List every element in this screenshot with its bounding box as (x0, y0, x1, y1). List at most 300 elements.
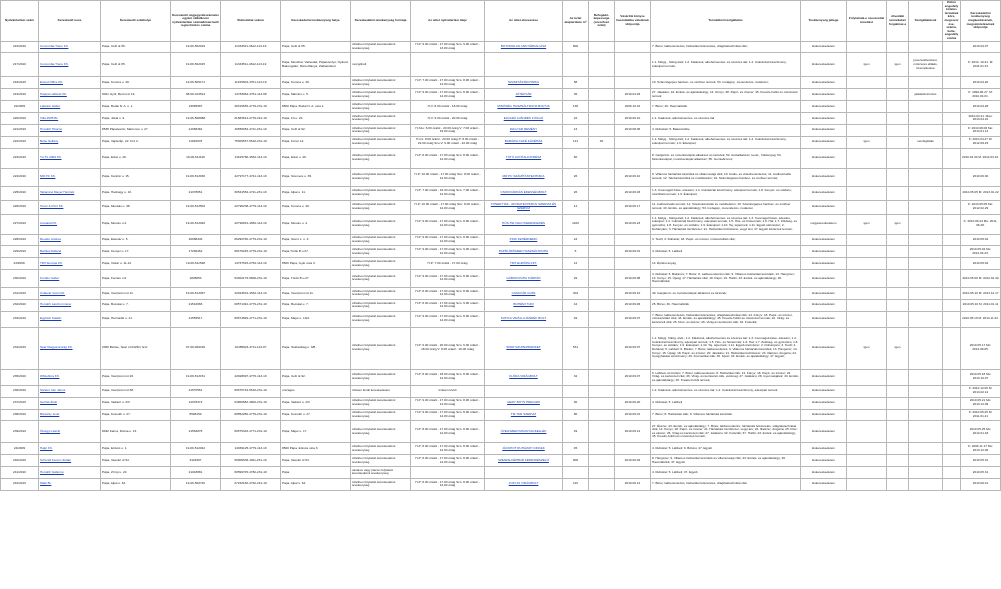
table-cell[interactable] (615, 385, 651, 397)
table-cell[interactable] (589, 200, 615, 214)
table-cell[interactable]: üzletben folytatott kereskedelmi tevékenység (351, 214, 411, 234)
column-header[interactable]: Kereskedelmi tevékenység helye (281, 1, 351, 42)
table-cell[interactable]: 304 (563, 287, 589, 299)
table-row[interactable] (1, 89, 1001, 101)
table-cell[interactable]: Pápa, Celli út 65. (101, 41, 171, 53)
table-cell[interactable]: 11915604-4761-113-19 (221, 77, 281, 89)
table-cell[interactable]: 32 (563, 369, 589, 385)
table-cell[interactable]: 1838653 (171, 269, 221, 287)
table-cell[interactable]: 11333511-4612-113-19 (221, 53, 281, 77)
table-row[interactable] (1, 385, 1001, 397)
table-cell[interactable]: Pápa, Bocskai u. 7. (281, 299, 351, 311)
table-cell[interactable]: Takácsné Mayer Henriett (39, 186, 101, 200)
table-cell[interactable]: 234/2010 (1, 327, 39, 369)
table-cell[interactable]: kiskereskedelem (801, 136, 847, 148)
table-cell[interactable]: Pápa, Ajkai u. 64. (281, 478, 351, 490)
table-cell[interactable]: 2010.05.04 (961, 234, 1001, 246)
table-cell[interactable]: Schmidt Ferenc Zoltán (39, 455, 101, 467)
table-cell[interactable]: 14. Építési anyag (651, 258, 801, 270)
table-cell[interactable]: 45 (563, 443, 589, 455)
table-cell[interactable]: 27. Ékszer; 43. Emlék- és ajándéktárgy; 7. Bútor, lakberendezés, háztartási felszerelés, világítástechnikai cikk; 14. Könyv; 18. Papír- és írószer; 21. Háztartási tisztítószer, vegyi áru; 22. Illatszer, drogéria; 25. Dísz- és ékszer; 26. Virág és kertészeti cikk; 27. Játékáru; 32. Fotócikk; 37. Hobbi; 43. Emlék- és ajándéktárgy; 45. Kreatív-hobbi és művészeti termék; (651, 421, 801, 443)
table-cell[interactable] (847, 41, 887, 53)
table-cell[interactable] (943, 200, 961, 214)
table-cell[interactable]: 4. Ruházat; 5. Lábbeli; 47. Egyéb (651, 467, 801, 479)
table-cell[interactable] (887, 269, 909, 287)
table-cell[interactable]: H-Szo: 6.00 órától - 20.00 óráig V: 7.00 órától - 19.00 óráig (411, 124, 485, 136)
table-cell[interactable]: üzletben folytatott kereskedelmi tevékenység (351, 409, 411, 421)
table-cell[interactable]: H-P: 9.00 órától - 17.00 óráig Szo: 8.00 órától - 12.00 óráig (411, 397, 485, 409)
column-header[interactable]: Jövedéki termékeket forgalmaz-e (887, 1, 909, 42)
table-cell[interactable]: Pápa, Török B.u.27. (281, 269, 351, 287)
table-cell[interactable]: H-P: 8.00 órától - 18.00 óráig Szo: 8.00 órától - 12.00 óráig (411, 369, 485, 385)
table-cell[interactable]: 241/2010 (1, 467, 39, 479)
table-cell[interactable] (615, 136, 651, 148)
table-cell[interactable]: 3424967 (171, 455, 221, 467)
table-cell[interactable]: 2010.04.28 (961, 101, 1001, 113)
table-cell[interactable] (887, 385, 909, 397)
table-cell[interactable]: 2010.05.21 Mo: 2013.12.09 (961, 397, 1001, 409)
table-cell[interactable]: üzletben folytatott kereskedelmi tevékenység (351, 234, 411, 246)
table-cell[interactable]: kiskereskedelem (801, 369, 847, 385)
table-cell[interactable]: 2010.04.20 (961, 77, 1001, 89)
table-cell[interactable]: 40556054-4711-231-19 (221, 124, 281, 136)
table-cell[interactable] (887, 287, 909, 299)
table-cell[interactable]: Pápa, Harmadik u. 41. (101, 311, 171, 327)
column-header[interactable]: Befogadó-képessége (szeszfozó üzlet) (589, 1, 615, 42)
table-cell[interactable]: Pápa, Kossuth u. 27. (101, 409, 171, 421)
table-cell[interactable]: Pápa, Ajkai u. 11. (281, 186, 351, 200)
table-cell[interactable] (909, 186, 943, 200)
table-cell[interactable]: Pápa, Szabadság u. 3/B (281, 327, 351, 369)
table-cell[interactable] (887, 234, 909, 246)
table-cell[interactable] (909, 246, 943, 258)
table-cell[interactable]: kiskereskedelem (801, 311, 847, 327)
table-cell[interactable] (887, 136, 909, 148)
table-cell[interactable] (887, 246, 909, 258)
table-cell[interactable]: üzletben folytatott kereskedelmi tevékenység (351, 148, 411, 168)
table-cell[interactable]: mozgóbolt (351, 53, 411, 77)
table-cell[interactable] (887, 478, 909, 490)
table-cell[interactable]: 8500 Pápa, Gyár utca 3. (281, 258, 351, 270)
table-cell[interactable]: 2010.06.03 (615, 186, 651, 200)
table-cell[interactable] (887, 186, 909, 200)
table-cell[interactable] (847, 369, 887, 385)
table-cell[interactable] (589, 443, 615, 455)
table-cell[interactable]: igen (887, 214, 909, 234)
table-cell[interactable]: vásáron vagy piacon folytatott kereskedelmi tevékenység (351, 467, 411, 479)
table-cell[interactable]: 238/2010 (1, 409, 39, 421)
table-cell[interactable]: Pápa, Ajkai u. 64. (101, 478, 171, 490)
table-cell[interactable]: kiskereskedelem (801, 397, 847, 409)
table-cell[interactable] (909, 41, 943, 53)
table-cell[interactable] (909, 77, 943, 89)
table-cell[interactable]: 2010.05.04 (961, 258, 1001, 270)
table-cell[interactable] (909, 409, 943, 421)
table-cell[interactable] (943, 455, 961, 467)
table-cell[interactable] (943, 136, 961, 148)
table-cell[interactable]: Bebe Sollány (39, 136, 101, 148)
table-cell[interactable]: 49 (563, 311, 589, 327)
table-cell[interactable]: 22790812-4652-113-19 (221, 214, 281, 234)
table-cell[interactable] (943, 41, 961, 53)
table-cell[interactable]: BARÁZIA CAFÉ KÁVÉHÁZ (485, 136, 563, 148)
table-cell[interactable]: üzletben folytatott kereskedelmi tevékenység (351, 369, 411, 385)
table-cell[interactable] (589, 455, 615, 467)
table-cell[interactable]: 25. Bizsu; 46. Használtcikk (651, 299, 801, 311)
table-cell[interactable]: üzletben folytatott kereskedelmi tevékenység (351, 77, 411, 89)
table-cell[interactable]: üzletben folytatott kereskedelmi tevékenység (351, 311, 411, 327)
table-cell[interactable]: H-P: 9.00 órától - 17.00 óráig Szo: 8.00 órától - 12.00 óráig (411, 409, 485, 421)
table-cell[interactable]: 2010.05.10 M: 2014.11.22. (961, 311, 1001, 327)
table-cell[interactable]: 9. Villamos háztartási készülék és villamossági cikk; 10. Audio- és videóberendezés; 11. Audiovizuális termék; 12. Telefonkészülék és mobiltelefon; 19. Számítógépes hardver- és szoftver termék; (651, 168, 801, 186)
table-cell[interactable]: H-P: 9.00 órától - 17.00 óráig Szo: 9.00 órától - 13.00 óráig (411, 41, 485, 53)
table-cell[interactable]: 11049078 (171, 136, 221, 148)
table-cell[interactable]: GÁBOR RUHA KÁRPÁD (485, 269, 563, 287)
table-cell[interactable] (847, 186, 887, 200)
table-cell[interactable] (847, 234, 887, 246)
table-cell[interactable]: üzletben folytatott kereskedelmi tevékenység (351, 397, 411, 409)
table-cell[interactable]: üzletben folytatott kereskedelmi tevékenység (351, 455, 411, 467)
table-cell[interactable] (943, 478, 961, 490)
table-cell[interactable] (909, 148, 943, 168)
table-cell[interactable]: Pápa, Veszprémi út 20. (101, 369, 171, 385)
table-cell[interactable]: 2060 Bicske, Spar út 0326/1 hrsz (101, 327, 171, 369)
table-cell[interactable] (847, 478, 887, 490)
table-cell[interactable]: H-P: 8.00 órától - 17.00 óráig Szo: 8.00 órától - 12.00 óráig (411, 455, 485, 467)
table-cell[interactable] (943, 258, 961, 270)
table-cell[interactable]: 2010.04.07 (961, 41, 1001, 53)
table-cell[interactable] (943, 77, 961, 89)
table-cell[interactable] (943, 467, 961, 479)
table-cell[interactable]: 19-09-513151 (171, 369, 221, 385)
table-cell[interactable]: 1.1. Mélyg., hűtőg.élelt; 1.2. Kalácsok, alkoholmentes- és szeszes ital; 1.4. Cukrászati készítmény, édesipari termék; (651, 53, 801, 77)
table-cell[interactable] (909, 369, 943, 385)
table-cell[interactable]: JOIN 64 VIRÁGBOLT (485, 478, 563, 490)
table-cell[interactable]: Pápa, Hadnagy u. 10. (101, 186, 171, 200)
table-cell[interactable]: JÁCKPOT RUHÁZATI CIKKEK (485, 443, 563, 455)
table-cell[interactable]: Walk Bt. (39, 478, 101, 490)
table-cell[interactable]: kiskereskedelem (801, 41, 847, 53)
table-cell[interactable]: Pápa, Eötvös u. 1. (101, 443, 171, 455)
table-cell[interactable]: TONER HÁZ - IRODATECHNIKAI SZERVIZ ÉS SZERVIZ (485, 200, 563, 214)
table-cell[interactable]: 8. Gépjármű- és motorkerékpár-alkatrész és tartozék; 52. Autóalkatrész, kenő-, hűtőanyag; 54. Motorkerékpár, motorkerékpár-alkatrész; 55. Gumiabroncs; (651, 148, 801, 168)
table-cell[interactable]: 2010.09.20 (615, 397, 651, 409)
table-cell[interactable]: üzletben folytatott kereskedelmi tevékenység (351, 443, 411, 455)
table-cell[interactable]: 26 (563, 168, 589, 186)
table-cell[interactable] (411, 53, 485, 77)
table-cell[interactable] (589, 327, 615, 369)
table-cell[interactable]: 1.1. Kalácsok, alkoholmentes- és szeszes ital (651, 112, 801, 124)
table-cell[interactable]: 2010.05.31 (961, 455, 1001, 467)
table-cell[interactable]: 223/2010 (1, 148, 39, 168)
table-cell[interactable]: 60 (563, 148, 589, 168)
table-cell[interactable]: 228/2010 (1, 234, 39, 246)
table-cell[interactable]: 2010.05.18 Mo: 2013.10.07 (961, 369, 1001, 385)
table-cell[interactable]: H-P: 8.00 órától - 17.00 óráig Szo: 8.00 órától - 12.00 óráig (411, 421, 485, 443)
table-cell[interactable]: 10485824-4711-113-07 (221, 327, 281, 369)
table-cell[interactable]: nagykereskedelem (801, 214, 847, 234)
table-cell[interactable]: 60599745-4782-231-19 (221, 467, 281, 479)
table-cell[interactable]: 22/2009 (1, 101, 39, 113)
table-cell[interactable] (943, 287, 961, 299)
table-cell[interactable]: ELDARÁ AJÁNDÉK FÜGGŐ (485, 112, 563, 124)
table-cell[interactable]: 60541552-4711-231-19 (221, 186, 281, 200)
table-cell[interactable] (847, 124, 887, 136)
table-cell[interactable] (887, 397, 909, 409)
table-cell[interactable]: 35 (563, 89, 589, 101)
table-cell[interactable]: 58 (563, 77, 589, 89)
table-cell[interactable]: Pápa, Jókai u. 9. (101, 112, 171, 124)
table-cell[interactable]: Egyházi Katalin (39, 311, 101, 327)
table-cell[interactable] (909, 327, 943, 369)
table-cell[interactable]: 2010.09.01 (615, 246, 651, 258)
column-header[interactable]: Az üzlet elnevezése (485, 1, 563, 42)
table-cell[interactable]: HŰS-TEI NAGYKERESKEDÉS (485, 214, 563, 234)
table-row[interactable] (1, 246, 1001, 258)
table-cell[interactable]: 19-09-511126 (171, 148, 221, 168)
table-cell[interactable]: 2010.04.30 M: 2014.03.10. (961, 148, 1001, 168)
table-cell[interactable]: Pápa, Kenyér u. 17. (101, 246, 171, 258)
table-cell[interactable]: Spar Magyarország Kft. (39, 327, 101, 369)
table-cell[interactable]: H-P: 6.00 órától - 20.00 óráig Szo: 6.30 órától - 18.00 óráig V: 8.00 órától - 16.00 óráig (411, 327, 485, 369)
table-row[interactable] (1, 41, 1001, 53)
table-cell[interactable]: üzletben folytatott kereskedelmi tevékenység (351, 89, 411, 101)
table-cell[interactable]: Tü-Tü 2009 Kft. (39, 148, 101, 168)
table-cell[interactable]: üzleten kívüli kereskedelem (351, 385, 411, 397)
table-cell[interactable] (589, 214, 615, 234)
table-cell[interactable]: Bánszky Jenő (39, 409, 101, 421)
table-cell[interactable]: FLÓRA VIRÁGBOLT (485, 369, 563, 385)
table-cell[interactable] (847, 443, 887, 455)
table-cell[interactable] (943, 234, 961, 246)
table-cell[interactable] (589, 41, 615, 53)
table-cell[interactable]: 19-09-513502 (171, 200, 221, 214)
table-cell[interactable]: Aranátal Kft. (39, 214, 101, 234)
table-cell[interactable]: H-P: 7.00 órától - 17.00 óráig Szo: 8.00 órától - 12.00 óráig (411, 77, 485, 89)
table-cell[interactable]: 75309537-5610-231-19 (221, 136, 281, 148)
table-cell[interactable]: 64960682-4802-231-19 (221, 397, 281, 409)
table-cell[interactable]: 240/2010 (1, 455, 39, 467)
table-cell[interactable]: 900 (563, 455, 589, 467)
table-cell[interactable]: 2010.06.01 (961, 478, 1001, 490)
table-cell[interactable]: H-P: 8.00 órától - 17.00 óráig Szo: 8.00 órától - 12.00 óráig (411, 478, 485, 490)
table-row[interactable] (1, 269, 1001, 287)
table-cell[interactable]: 27. Játékáru; 43. Emlék- és ajándéktárgy; 14. Könyv; 38. Papír- és írószer; 45. Kreatív-hobbi és művészeti termék (651, 89, 801, 101)
table-cell[interactable]: 237/2010 (1, 397, 39, 409)
table-cell[interactable]: 19-09-513036 (171, 168, 221, 186)
table-cell[interactable]: Pápa, Szemere u. 35. (281, 168, 351, 186)
table-cell[interactable]: vendéglátás (909, 136, 943, 148)
table-cell[interactable]: országos (281, 385, 351, 397)
table-cell[interactable] (847, 299, 887, 311)
table-cell[interactable]: 19-06-508088 (171, 112, 221, 124)
table-cell[interactable]: igen (847, 214, 887, 234)
table-row[interactable] (1, 200, 1001, 214)
table-cell[interactable]: Pápa, Major u. 13/A (281, 311, 351, 327)
table-cell[interactable]: 217/2010 (1, 53, 39, 77)
table-cell[interactable] (887, 148, 909, 168)
table-cell[interactable]: Pápa, Vadász u. 2/3 (281, 397, 351, 409)
table-cell[interactable] (485, 53, 563, 77)
table-cell[interactable]: kiskereskedelem (801, 53, 847, 77)
table-cell[interactable] (589, 421, 615, 443)
table-cell[interactable] (887, 258, 909, 270)
table-cell[interactable]: 236/2010 (1, 385, 39, 397)
column-header[interactable]: Kereskedelmi tevékenység megkezdésének, megszüntetésének időpontja (961, 1, 1001, 42)
table-cell[interactable]: Pápa, Mosóhat, Vaksétád, Pápasomlyó, Nyáréd, Bakonyjákó, Németbánya, Zalkaszalod (281, 53, 351, 77)
table-cell[interactable]: 2010.09.06 (615, 299, 651, 311)
table-cell[interactable]: 121 (563, 136, 589, 148)
table-cell[interactable] (887, 443, 909, 455)
table-cell[interactable]: 2009.10.16 (615, 101, 651, 113)
table-cell[interactable]: Horváth Gáborné (39, 467, 101, 479)
table-cell[interactable] (589, 89, 615, 101)
table-cell[interactable] (943, 148, 961, 168)
table-cell[interactable]: 531 (563, 327, 589, 369)
table-cell[interactable] (943, 186, 961, 200)
table-cell[interactable]: GERY BOYS PREGIZD (485, 397, 563, 409)
table-cell[interactable]: PINK FEHÉRNEMŰ (485, 234, 563, 246)
table-cell[interactable] (615, 148, 651, 168)
table-cell[interactable]: BOHÉMI TURI (485, 299, 563, 311)
table-cell[interactable]: 225/2010 (1, 186, 39, 200)
table-cell[interactable]: 1.1. Mélyg. hűtőg. élelt.; 1.2. Kalácsok, alkoholmentes és szeszes ital; 1.3. Csomagolt kávé, édesáru; 1.4. Cukrászati készítmény, édesipari termék; 1.5. Hús- és hústermék; 1.6. Hal; 1.7. Zöldség- és gyümölcs; 1.8. Kenyér- és sütőáru; 1.9. Édesipari; 1.10. Tej, tejtermék; 1.11. Egyéb élelmiszer; 2. Dohányáru; 3. Textil; 4. Ruházat; 5. Lábbeli; 6. Bőráru; 7. Bútor, lakberendezés; 9. Villamos háztartási készülék; 13. Hangszer; 14. Könyv; 15. Újság; 18. Papír- és írószer; 20. Játékáru; 21. Háztartási tisztítószer; 23. Illatszer, drogéria; 24. Gyógyhatású készítmény; 29. Kozmetikai cikk; 30. Sport; 43. Emlék- és ajándéktárgy; 47. Egyéb; (651, 327, 801, 369)
table-cell[interactable]: Tonér & Print Kft. (39, 200, 101, 214)
table-row[interactable] (1, 112, 1001, 124)
table-cell[interactable]: 21018881 (171, 467, 221, 479)
table-cell[interactable]: 13 (563, 124, 589, 136)
table-cell[interactable]: SPAR SZUPERMARKET (485, 327, 563, 369)
table-cell[interactable] (589, 369, 615, 385)
table-cell[interactable]: 19-09-513097 (171, 287, 221, 299)
table-cell[interactable] (563, 385, 589, 397)
table-cell[interactable]: Ölvegyi László (39, 421, 101, 443)
table-cell[interactable]: MR PC Kft. (39, 168, 101, 186)
table-cell[interactable]: 2010.04.26 (615, 89, 651, 101)
table-cell[interactable]: 07-09-009190 (171, 327, 221, 369)
table-cell[interactable] (563, 467, 589, 479)
table-cell[interactable] (847, 168, 887, 186)
table-row[interactable] (1, 136, 1001, 148)
table-cell[interactable]: 2010.06.02 (615, 455, 651, 467)
table-cell[interactable]: 235/2010 (1, 369, 39, 385)
table-cell[interactable]: 11333511-4612-113-19 (221, 41, 281, 53)
table-cell[interactable]: igen (847, 53, 887, 77)
table-cell[interactable]: K: 2006.11.17 Mo: 2013.12.06 (961, 443, 1001, 455)
table-cell[interactable]: Villa 2005 Bt. (39, 112, 101, 124)
table-cell[interactable]: TMT Európa Kft. (39, 258, 101, 270)
column-header[interactable]: Külön engedélyköteles termékek köre, megszerzése, száma, kelte, engedély száma (944, 0, 959, 40)
table-row[interactable] (1, 369, 1001, 385)
table-cell[interactable]: 8538 Pápateszér, Martonos u. 27. (101, 124, 171, 136)
table-cell[interactable]: 4. Ruházat; 5. Lábbeli (651, 397, 801, 409)
table-cell[interactable] (909, 112, 943, 124)
table-cell[interactable]: H-P: 8.00 órától - 17.00 óráig Szo: 8.00 órától - 12.00 óráig (411, 148, 485, 168)
table-cell[interactable] (887, 77, 909, 89)
table-cell[interactable] (887, 168, 909, 186)
table-cell[interactable]: Pápa,Török B.u.27. (281, 246, 351, 258)
table-cell[interactable]: TÜTÜ AUTÓALKATRÉSZ (485, 148, 563, 168)
table-cell[interactable]: Pápa, Major u. 17 (281, 421, 351, 443)
table-cell[interactable] (909, 168, 943, 186)
table-cell[interactable]: Pápa, Vajda Ép. 22. Fsz.2. (101, 136, 171, 148)
table-cell[interactable] (485, 467, 563, 479)
column-header[interactable]: Kereskedelmi tevékenység formája (351, 1, 411, 42)
table-cell[interactable] (589, 148, 615, 168)
table-cell[interactable]: igen (847, 136, 887, 148)
table-cell[interactable]: 17296462 (171, 246, 221, 258)
table-cell[interactable]: Haljó Kft. (39, 443, 101, 455)
table-cell[interactable] (589, 269, 615, 287)
table-cell[interactable] (589, 53, 615, 77)
table-cell[interactable]: 2010.06.10 (615, 168, 651, 186)
table-cell[interactable]: Pápa, Szent L. u. 3. (281, 234, 351, 246)
table-cell[interactable]: Concordia-Trans Kft. (39, 53, 101, 77)
table-cell[interactable]: 2010.06.01 (615, 409, 651, 421)
table-cell[interactable]: H-P: 8.00 órától - 17.00 óráig Szo: 8.00 órától - 12.00 óráig (411, 443, 485, 455)
table-cell[interactable]: H-P: 10.00 órától - 17.00 óráig Szo: 8.00 órától - 12.00 óráig (411, 200, 485, 214)
table-cell[interactable] (909, 287, 943, 299)
table-cell[interactable]: 80 (563, 409, 589, 421)
table-cell[interactable] (943, 299, 961, 311)
table-cell[interactable]: 11. Audiovizuális termék; 12. Telefonkészülék és mobiltelefon; 19. Számítógépes hardver- és szoftver termék; 43. Emlék- és ajándéktárgy; 53. Irodagép, -berendezés, irodaszer (651, 200, 801, 214)
table-cell[interactable] (589, 397, 615, 409)
table-cell[interactable] (589, 101, 615, 113)
table-cell[interactable] (943, 269, 961, 287)
table-cell[interactable]: 29 (563, 269, 589, 287)
table-cell[interactable] (589, 186, 615, 200)
table-cell[interactable]: 2010.09.07 (615, 369, 651, 385)
table-cell[interactable]: 2010.05.31 (961, 467, 1001, 479)
table-cell[interactable]: Pápa, Fő u. 23. (281, 112, 351, 124)
table-cell[interactable]: TM-TAR SZERVIZ (485, 409, 563, 421)
table-cell[interactable]: Papipa Lábbuki Kft. (39, 89, 101, 101)
table-cell[interactable] (563, 53, 589, 77)
table-cell[interactable]: Concordia-Trans Kft. (39, 41, 101, 53)
table-cell[interactable]: Pápa, Március u. 5. (281, 89, 351, 101)
table-cell[interactable]: 7. Bútor; 8. Háztartási cikk; 9. Villamos háztartási készülék (651, 409, 801, 421)
table-cell[interactable]: H-P: 10.00 órától - 17.00 óráig Szo: 8.00 órától - 12.00 óráig (411, 168, 485, 186)
table-cell[interactable]: 2010.06.17 (615, 200, 651, 214)
table-cell[interactable]: 12 (563, 258, 589, 270)
table-cell[interactable]: H-P: 9.00 órától - 17.00 óráig Szo: 8.00 órától - 12.00 óráig (411, 89, 485, 101)
table-cell[interactable]: 19-06-500740 (171, 478, 221, 490)
table-cell[interactable] (943, 421, 961, 443)
table-cell[interactable] (847, 311, 887, 327)
table-cell[interactable]: K: 2010.04.27 M: 2012.09.23 (961, 136, 1001, 148)
table-cell[interactable]: Pápa, Celli út 92. (281, 124, 351, 136)
table-cell[interactable] (847, 269, 887, 287)
table-cell[interactable]: 7. Bútor, lakberendezés, háztartási felszerelés, világítástechnikai cikk; (651, 41, 801, 53)
table-cell[interactable] (887, 421, 909, 443)
table-cell[interactable]: 60575433-4771-231-19 (221, 421, 281, 443)
table-cell[interactable]: kiskereskedelem (801, 287, 847, 299)
table-cell[interactable]: 19-09-502015 (171, 53, 221, 77)
table-cell[interactable]: 19-09-511548 (171, 258, 221, 270)
table-cell[interactable] (589, 385, 615, 397)
table-cell[interactable] (943, 101, 961, 113)
table-cell[interactable]: 22790238-4779-113-19 (221, 200, 281, 214)
table-cell[interactable]: Pápa, Fő tér 12. (281, 136, 351, 148)
table-cell[interactable]: 7. Bútor, lakberendezés, háztartási felszerelés, világítástechnikai cikk (651, 478, 801, 490)
table-cell[interactable]: üzletben folytatott kereskedelmi tevékenység (351, 101, 411, 113)
table-cell[interactable]: JÁTÉKVÁR (485, 89, 563, 101)
table-cell[interactable] (909, 478, 943, 490)
table-cell[interactable]: 22797177-4741-113-19 (221, 168, 281, 186)
table-cell[interactable]: játékkölcsönzés (909, 89, 943, 101)
table-row[interactable] (1, 467, 1001, 479)
table-cell[interactable]: Pápa, Veszprémi út 11. (101, 287, 171, 299)
